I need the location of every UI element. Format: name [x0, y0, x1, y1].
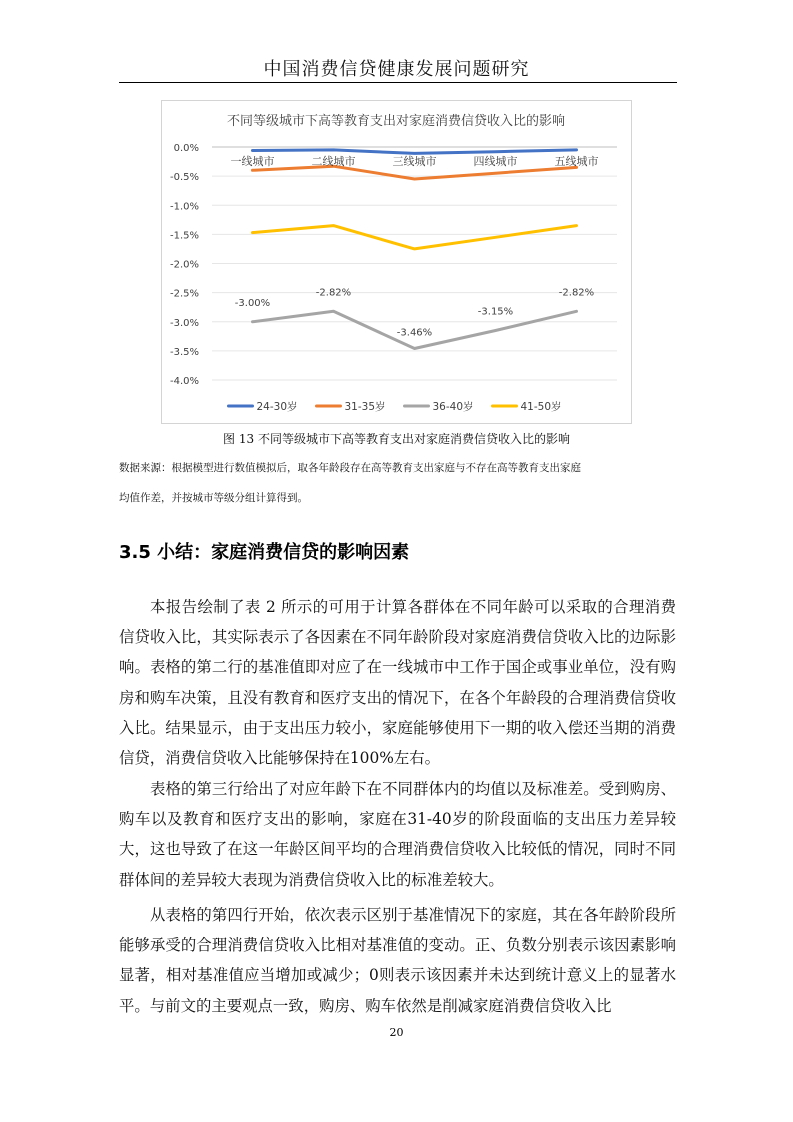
running-header: 中国消费信贷健康发展问题研究 — [263, 59, 530, 80]
legend-label: 41-50岁 — [520, 401, 562, 413]
y-tick-label: -3.5% — [169, 346, 199, 358]
chart-title: 不同等级城市下高等教育支出对家庭消费信贷收入比的影响 — [226, 114, 566, 129]
figure-caption: 图 13 不同等级城市下高等教育支出对家庭消费信贷收入比的影响 — [223, 432, 570, 446]
x-category-label: 三线城市 — [392, 155, 437, 168]
y-tick-label: -3.0% — [169, 317, 199, 329]
paragraph-1: 本报告绘制了表 2 所示的可用于计算各群体在不同年龄可以采取的合理消费信贷收入比，其实际表示了各因素在不同年龄阶段对家庭消费信贷收入比的边际影响。表格的第二行的基准值即对应了在一线城市中工作于国企或事业单位，没有购房和购车决策，且没有教育和医疗支出的情况下，在各个年龄段的合理消费信贷收入比。结果显示，由于支出压力较小，家庭能够使用下一期的收入偿还当期的消费信贷，消费信贷收入比能够保持在100%左右。 — [119, 598, 676, 768]
data-label: -3.46% — [396, 327, 433, 339]
data-source-line-1: 数据来源：根据模型进行数值模拟后，取各年龄段存在高等教育支出家庭与不存在高等教育支出家庭 — [119, 462, 581, 474]
paragraph-2: 表格的第三行给出了对应年龄下在不同群体内的均值以及标准差。受到购房、购车以及教育和医疗支出的影响，家庭在31-40岁的阶段面临的支出压力差异较大，这也导致了在这一年龄区间平均的合理消费信贷收入比较低的情况，同时不同群体间的差异较大表现为消费信贷收入比的标准差较大。 — [119, 780, 676, 889]
legend-label: 31-35岁 — [344, 401, 386, 413]
data-label: -3.00% — [234, 297, 271, 309]
line-chart — [161, 100, 632, 424]
x-category-label: 五线城市 — [554, 155, 599, 168]
legend-label: 24-30岁 — [256, 401, 298, 413]
y-tick-label: -2.0% — [169, 259, 199, 271]
y-tick-label: -1.0% — [169, 201, 199, 213]
y-tick-label: -0.5% — [169, 172, 199, 184]
paragraph-3: 从表格的第四行开始，依次表示区别于基准情况下的家庭，其在各年龄阶段所能够承受的合理消费信贷收入比相对基准值的变动。正、负数分别表示该因素影响显著，相对基准值应当增加或减少；0则表示该因素并未达到统计意义上的显著水平。与前文的主要观点一致，购房、购车依然是削减家庭消费信贷收入比 — [119, 906, 676, 1015]
y-tick-label: -2.5% — [169, 288, 199, 300]
x-category-label: 四线城市 — [473, 155, 518, 168]
data-source-line-2: 均值作差，并按城市等级分组计算得到。 — [119, 492, 308, 504]
y-tick-label: -1.5% — [169, 230, 199, 242]
data-label: -2.82% — [558, 287, 595, 299]
data-label: -2.82% — [315, 287, 352, 299]
series-line-41-50岁 — [253, 226, 577, 249]
chart-canvas — [162, 101, 631, 423]
series-line-24-30岁 — [253, 150, 577, 154]
y-tick-label: 0.0% — [173, 143, 199, 154]
section-heading: 3.5 小结：家庭消费信贷的影响因素 — [119, 542, 410, 563]
legend-label: 36-40岁 — [432, 401, 474, 413]
header-rule — [119, 82, 677, 83]
series-line-31-35岁 — [253, 166, 577, 179]
page-number: 20 — [389, 1026, 404, 1039]
x-category-label: 一线城市 — [230, 155, 275, 168]
x-category-label: 二线城市 — [311, 155, 356, 168]
y-tick-label: -4.0% — [169, 376, 199, 387]
data-label: -3.15% — [477, 306, 514, 318]
